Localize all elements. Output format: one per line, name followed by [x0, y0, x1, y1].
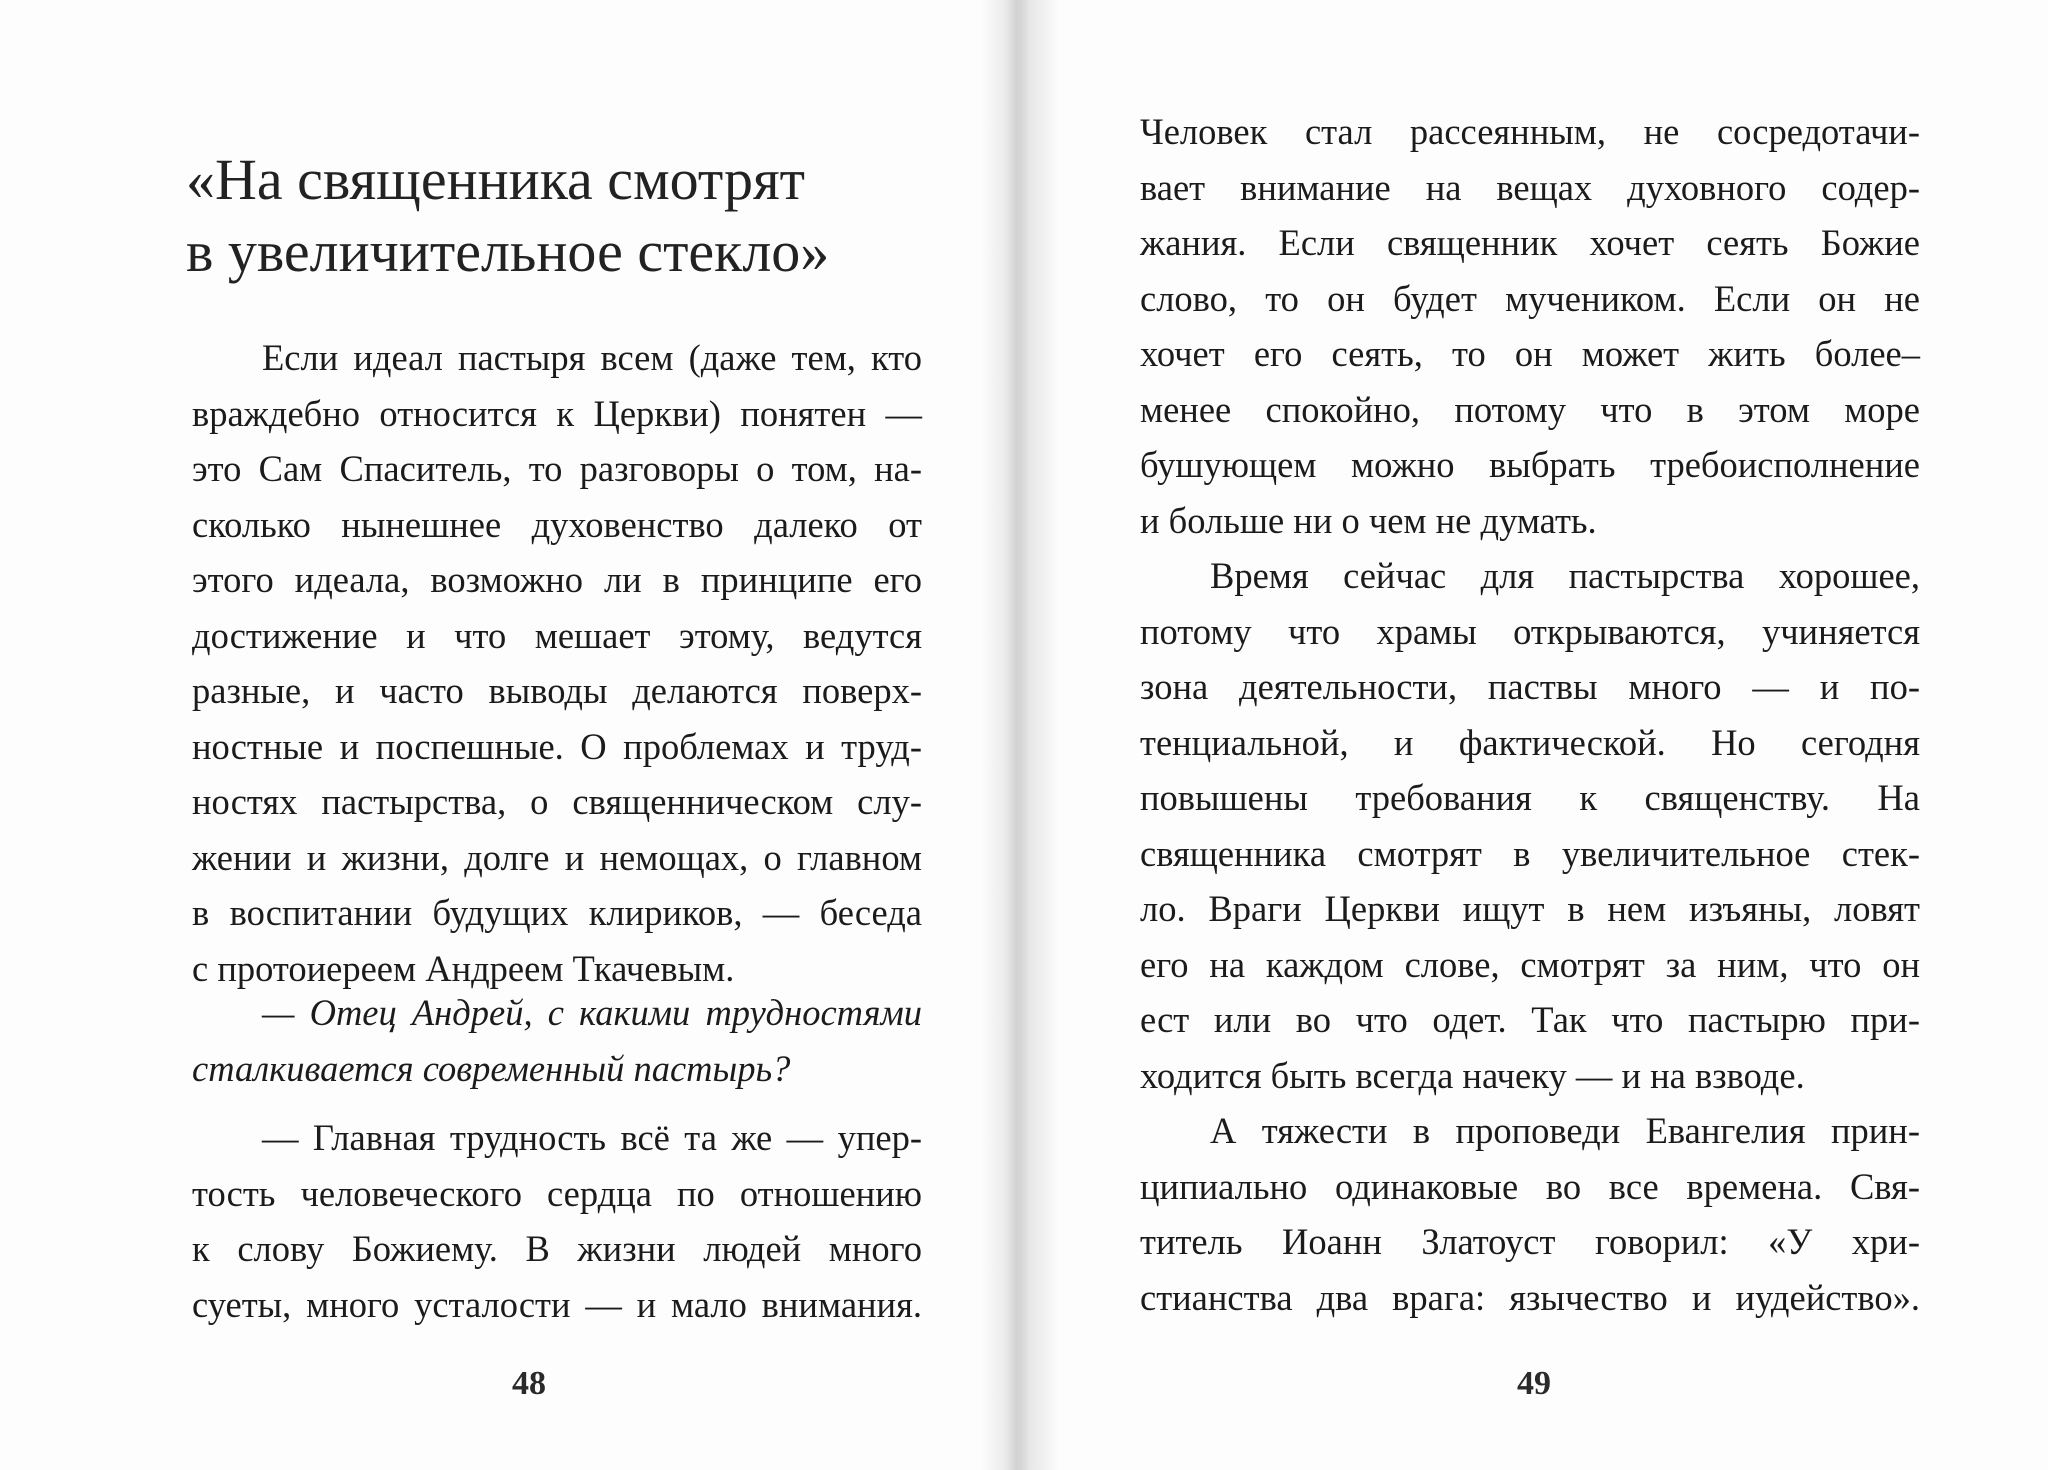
- intro-line: с протоиереем Андреем Ткачевым.: [192, 947, 735, 989]
- paragraph-line: вает внимание на вещах духовного содер-: [1140, 166, 1920, 208]
- intro-line: Если идеал пастыря всем (даже тем, кто: [262, 337, 922, 378]
- interview-question: [192, 985, 922, 1096]
- paragraph-line: бушующем можно выбрать требоисполнение: [1140, 444, 1920, 485]
- paragraph-line: священника смотрят в увеличительное стек-: [1140, 832, 1920, 874]
- book-gutter-fold: [1018, 0, 1021, 1470]
- intro-line: враждебно относится к Церкви) понятен —: [192, 392, 922, 434]
- paragraph-line: менее спокойно, потому что в этом море: [1140, 388, 1920, 430]
- intro-line: этого идеала, возможно ли в принципе его: [192, 559, 922, 600]
- paragraph-line: тенциальной, и фактической. Но сегодня: [1140, 721, 1920, 763]
- paragraph-line: Время сейчас для пастырства хорошее,: [1210, 555, 1920, 596]
- paragraph-line: ципиально одинаковые во все времена. Свя-: [1140, 1165, 1920, 1207]
- paragraph-line: хочет его сеять, то он может жить более–: [1140, 333, 1920, 374]
- paragraph-line: ходится быть всегда начеку — и на взводе.: [1140, 1054, 1805, 1096]
- paragraph-line: слово, то он будет мучеником. Если он не: [1140, 277, 1920, 319]
- page-number-left: 48: [512, 1365, 546, 1402]
- answer-line: тость человеческого сердца по отношению: [192, 1172, 922, 1214]
- right-page: [1030, 0, 2048, 1470]
- chapter-title-line-1: «На священника смотрят: [186, 147, 805, 212]
- intro-line: ностях пастырства, о священническом слу-: [192, 781, 922, 822]
- paragraph-line: А тяжести в проповеди Евангелия прин-: [1210, 1110, 1920, 1151]
- intro-line: сколько нынешнее духовенство далеко от: [192, 503, 922, 545]
- paragraph-line: повышены требования к священству. На: [1140, 777, 1920, 818]
- paragraph-line: жания. Если священник хочет сеять Божие: [1140, 222, 1920, 263]
- paragraph-line: ло. Враги Церкви ищут в нем изъяны, ловят: [1140, 888, 1920, 929]
- chapter-title: [186, 144, 946, 288]
- interview-answer: [192, 1110, 922, 1332]
- paragraph-line: и больше ни о чем не думать.: [1140, 499, 1597, 541]
- chapter-title-line-2: в увеличительное стекло»: [186, 219, 830, 284]
- paragraph-line: потому что храмы открываются, учиняется: [1140, 610, 1920, 652]
- answer-line: к слову Божиему. В жизни людей много: [192, 1228, 922, 1269]
- intro-line: жении и жизни, долге и немощах, о главном: [192, 836, 922, 878]
- left-page: [0, 0, 1010, 1470]
- question-line: — Отец Андрей, с какими трудностями: [262, 992, 922, 1033]
- paragraph-line: титель Иоанн Златоуст говорил: «У хри-: [1140, 1221, 1920, 1262]
- intro-line: в воспитании будущих клириков, — беседа: [192, 892, 922, 933]
- paragraph-line: его на каждом слове, смотрят за ним, что он: [1140, 943, 1920, 985]
- right-paragraph-1: [1140, 104, 1920, 548]
- question-line: сталкивается современный пастырь?: [192, 1047, 791, 1089]
- paragraph-line: зона деятельности, паствы много — и по-: [1140, 666, 1920, 707]
- answer-line: суеты, много усталости — и мало внимания.: [192, 1283, 922, 1325]
- answer-line: — Главная трудность всё та же — упер-: [262, 1117, 922, 1158]
- right-paragraph-2: [1140, 548, 1920, 1103]
- intro-line: это Сам Спаситель, то разговоры о том, на-: [192, 448, 922, 489]
- intro-line: разные, и часто выводы делаются поверх-: [192, 670, 922, 711]
- page-number-right: 49: [1517, 1365, 1551, 1402]
- intro-line: ностные и поспешные. О проблемах и труд-: [192, 725, 922, 767]
- paragraph-line: ест или во что одет. Так что пастырю при-: [1140, 999, 1920, 1040]
- paragraph-line: стианства два врага: язычество и иудейство».: [1140, 1276, 1920, 1318]
- intro-paragraph: [192, 330, 922, 996]
- right-paragraph-3: [1140, 1103, 1920, 1325]
- intro-line: достижение и что мешает этому, ведутся: [192, 614, 922, 656]
- paragraph-line: Человек стал рассеянным, не сосредотачи-: [1140, 111, 1920, 152]
